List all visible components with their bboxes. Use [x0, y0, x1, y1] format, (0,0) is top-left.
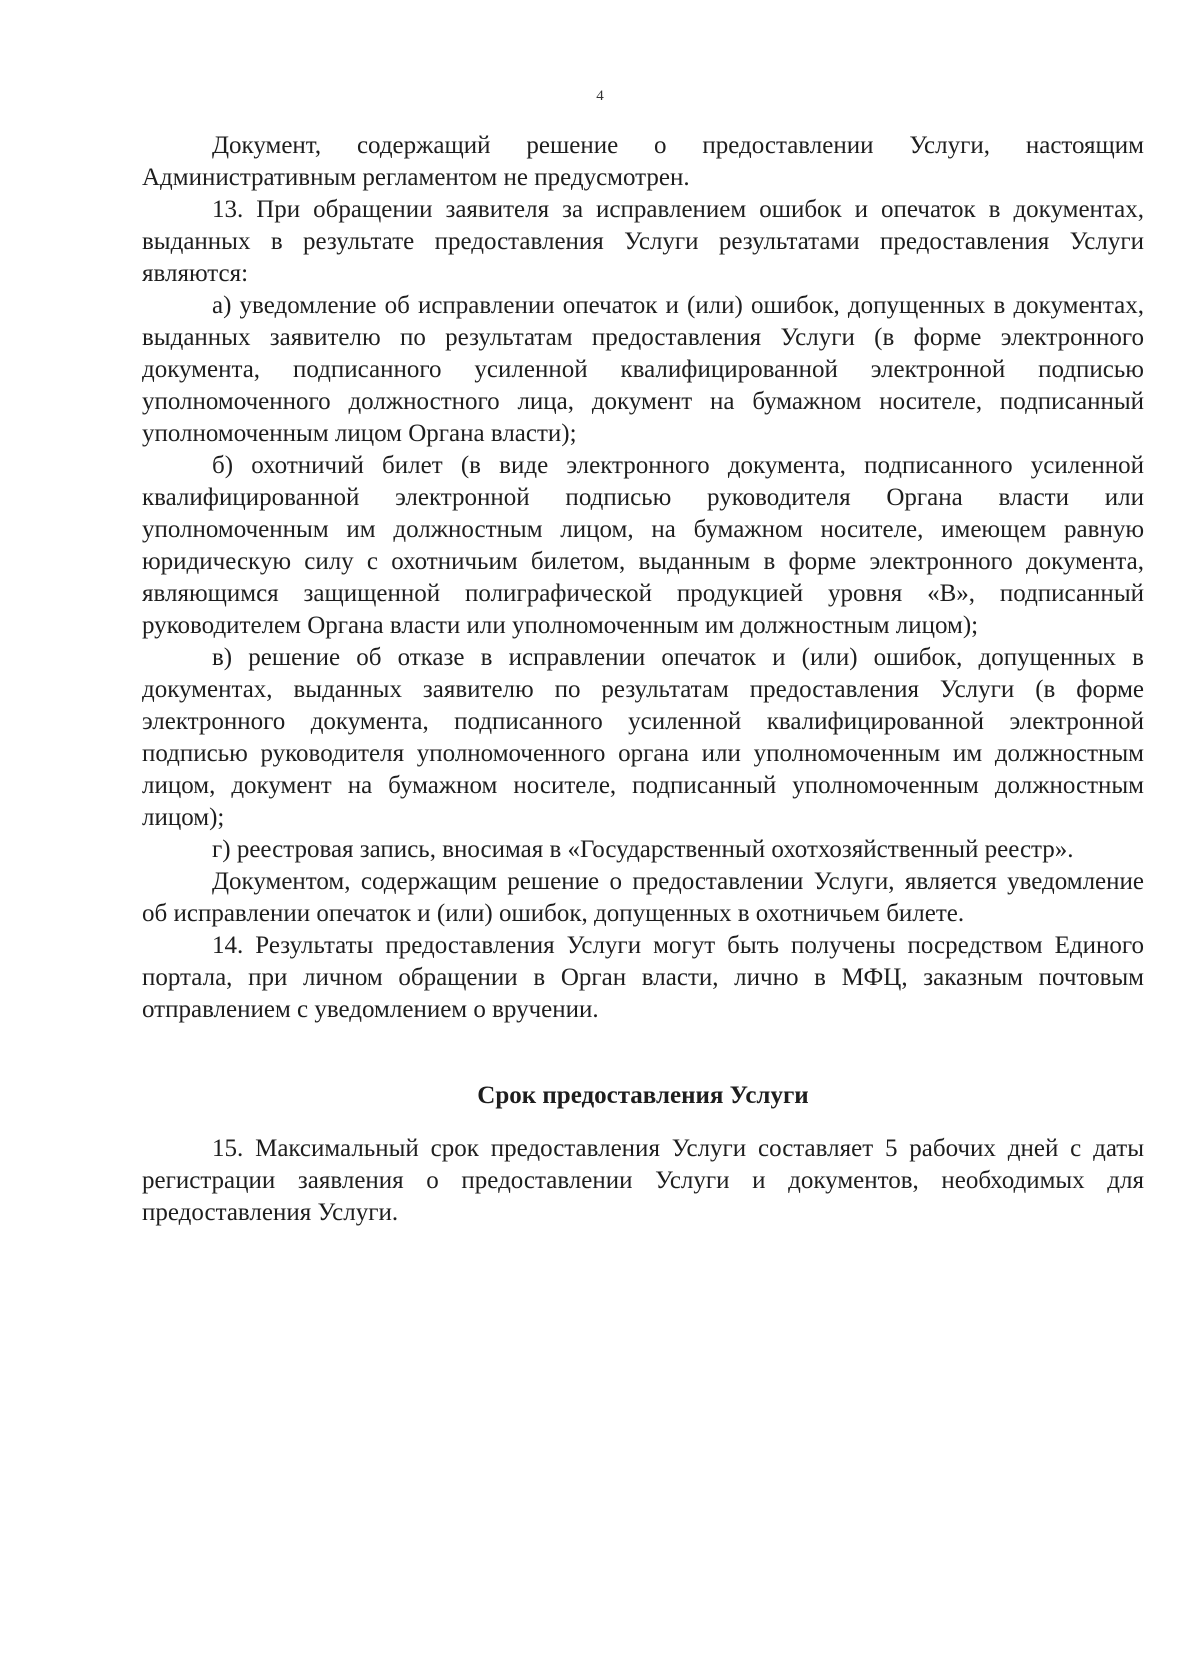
paragraph-decision-document: Документ, содержащий решение о предоставлении Услуги, настоящим Административным регламентом не предусмотрен.: [142, 132, 1144, 191]
paragraph-item-13-g: г) реестровая запись, вносимая в «Государственный охотхозяйственный реестр».: [212, 836, 1074, 863]
paragraph-item-13-a: а) уведомление об исправлении опечаток и (или) ошибок, допущенных в документах, выданных заявителю по результатам предоставления Услуги (в форме электронного документа, подписанного усиленной квалифицированной электронной подписью уполномоченного должностного лица, документ на бумажном носителе, подписанный уполномоченным лицом Органа власти);: [142, 292, 1144, 447]
paragraph-item-14: 14. Результаты предоставления Услуги могут быть получены посредством Единого портала, при личном обращении в Орган власти, лично в МФЦ, заказным почтовым отправлением с уведомлением о вручении.: [142, 932, 1144, 1023]
paragraph-item-13-b: б) охотничий билет (в виде электронного документа, подписанного усиленной квалифицированной электронной подписью руководителя Органа власти или уполномоченным им должностным лицом, на бумажном носителе, имеющем равную юридическую силу с охотничьим билетом, выданным в форме электронного документа, являющимся защищенной полиграфической продукцией уровня «В», подписанный руководителем Органа власти или уполномоченным им должностным лицом);: [142, 452, 1144, 639]
document-body: [142, 130, 1144, 1229]
paragraph-item-15: 15. Максимальный срок предоставления Услуги составляет 5 рабочих дней с даты регистрации заявления о предоставлении Услуги и документов, необходимых для предоставления Услуги.: [142, 1135, 1144, 1226]
paragraph-item-13-v: в) решение об отказе в исправлении опечаток и (или) ошибок, допущенных в документах, выданных заявителю по результатам предоставления Услуги (в форме электронного документа, подписанного усиленной квалифицированной электронной подписью руководителя уполномоченного органа или уполномоченным им должностным лицом, документ на бумажном носителе, подписанный уполномоченным должностным лицом);: [142, 644, 1144, 831]
section-heading: Срок предоставления Услуги: [477, 1082, 809, 1109]
page-number: 4: [596, 88, 604, 104]
paragraph-item-13: 13. При обращении заявителя за исправлением ошибок и опечаток в документах, выданных в результате предоставления Услуги результатами предоставления Услуги являются:: [142, 196, 1144, 287]
paragraph-decision-notice: Документом, содержащим решение о предоставлении Услуги, является уведомление об исправлении опечаток и (или) ошибок, допущенных в охотничьем билете.: [142, 868, 1144, 927]
